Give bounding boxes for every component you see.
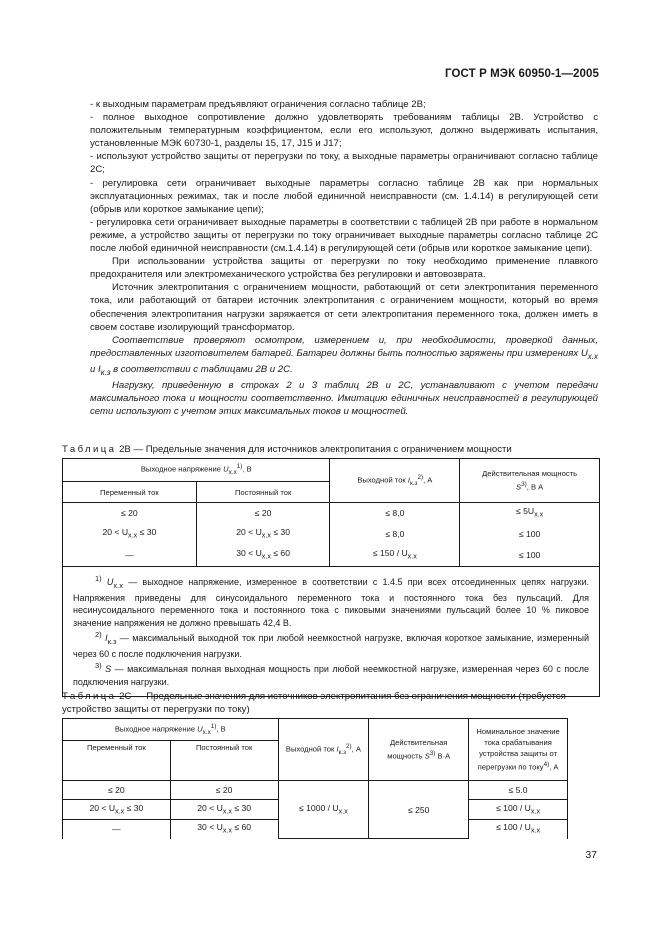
cell-nominal: ≤ $100 / U_{х.х}$ — [469, 800, 568, 820]
symbol-u: U — [580, 347, 588, 359]
list-item: - полное выходное сопротивление должно удовлетворять требованиям таблицы 2В. Устройство с положительным температурным коэффициентом, если его используют, должно выдерживать испытания, установленные МЭК 60730-1, разделы 15, 17, J15 и J17; — [90, 112, 598, 150]
cell-ac: $20 < U_{х.х} \le 30$ — [63, 800, 171, 820]
footnote: $^{3)}$ S — максимальная полная выходная мощность при любой неемкостной нагрузке, измеренная через 60 с после подключения нагрузки. — [73, 661, 589, 687]
table-row — [63, 503, 600, 524]
cell-current: ≤ $150 / U_{х.х}$ — [330, 545, 460, 567]
cell-power: ≤ 100 — [460, 545, 600, 567]
table-footnotes — [63, 567, 600, 697]
paragraph: При использовании устройства защиты от перегрузки по току необходимо применение плавкого предохранителя или электромеханического устройства без регулировки и автовозврата. — [90, 256, 598, 281]
compliance-paragraph — [90, 334, 598, 379]
table-row — [63, 545, 600, 567]
symbol-i: I — [98, 363, 101, 375]
cell-power: ≤ 250 — [369, 781, 469, 839]
header-ac: Переменный ток — [63, 741, 171, 781]
header-ac: Переменный ток — [63, 482, 197, 503]
header-dc: Постоянный ток — [196, 482, 330, 503]
cell-ac: ≤ 20 — [63, 781, 171, 800]
table-2b-caption — [62, 443, 600, 456]
table-row — [63, 524, 600, 545]
cell-current: ≤ 8,0 — [330, 503, 460, 524]
cell-power: ≤ 100 — [460, 524, 600, 545]
list-item: - регулировка сети ограничивает выходные параметры согласно таблице 2В как при нормальных эксплуатационных режимах, так и после любой единичной неисправности (см. 1.4.14) в регулирующей сети (обрыв или короткое замыкание цепи); — [90, 177, 598, 215]
header-dc: Постоянный ток — [170, 741, 278, 781]
cell-nominal: ≤ 5.0 — [469, 781, 568, 800]
compliance-text-end: в соответствии с таблицами 2В и 2С. — [110, 363, 293, 375]
table-label: Таблица — [62, 444, 117, 455]
conjunction: и — [90, 363, 99, 375]
table-title: 2С — Предельные значения для источников электропитания без ограничения мощности (требуется устройство защиты от перегрузки по току) — [62, 691, 566, 715]
table-row — [63, 781, 568, 800]
header-voltage: Выходное напряжение $U_{х.х}^{1)}$, В — [63, 719, 279, 741]
list-item: - к выходным параметрам предъявляют ограничения согласно таблице 2В; — [90, 99, 426, 110]
paragraph: Источник электропитания с ограничением мощности, работающий от сети электропитания переменного тока, или работающий от батареи источник электропитания с ограничением мощности, который во время обеспечения электропитания нагрузки заряжается от сети электропитания переменного тока, должен иметь в своем составе изолирующий трансформатор. — [90, 282, 598, 333]
header-current: Выходной ток $I_{к.з}^{2)}$, А — [278, 719, 369, 781]
list-item: - регулировка сети ограничивает выходные параметры в соответствии с таблицей 2В при работе в нормальном режиме, а устройство защиты от перегрузки по току ограничивает выходные параметры согласно таблице 2С после любой единичной неисправности (см.1.4.14) в регулирующей сети (обрыв или короткое замыкание цепи). — [90, 216, 598, 255]
table-label: Таблица — [62, 691, 117, 702]
table-2b — [62, 458, 600, 697]
cell-ac: ≤ 20 — [63, 503, 197, 524]
symbol-sub: х.х — [587, 351, 598, 361]
header-nominal: Номинальное значение тока срабатывания устройства защиты от перегрузки по току$^{4)}$, А — [469, 719, 568, 781]
header-power: Действительная мощность $S^{3)}$ В·А — [369, 719, 469, 781]
body-text — [90, 98, 598, 418]
page-number: 37 — [585, 849, 597, 861]
cell-nominal: ≤ $100 / U_{х.х}$ — [469, 820, 568, 839]
footnote: $^{2)}$ $I_{к.з}$ — максимальный выходной ток при любой неемкостной нагрузке, включая короткое замыкание, измеренный через 60 с после подключения нагрузки. — [73, 629, 589, 660]
cell-dc: $20 < U_{х.х} \le 30$ — [170, 800, 278, 820]
cell-dc: $30 < U_{х.х} \le 60$ — [170, 820, 278, 839]
cell-current: ≤ 8,0 — [330, 524, 460, 545]
footnote: $^{1)}$ $U_{х.х}$ — выходное напряжение, измеренное в соответствии с 1.4.5 при всех отсоединенных цепях нагрузки. Напряжения приведены для синусоидального переменного тока и постоянного тока без пульсаций. Для несинусоидального переменного тока и постоянного тока с пиковыми значениями пульсаций более 10 % пиковое значение напряжения не должно превышать 42,4 В. — [73, 574, 589, 628]
cell-dc: $30 < U_{х.х} \le 60$ — [196, 545, 330, 567]
table-title: 2В — Предельные значения для источников электропитания с ограничением мощности — [119, 444, 512, 455]
cell-current: ≤ $1000 / U_{х.х}$ — [278, 781, 369, 839]
header-power: Действительная мощность $S^{3)}$, В А — [460, 459, 600, 503]
document-header: ГОСТ Р МЭК 60950-1—2005 — [445, 68, 599, 80]
cell-dc: ≤ 20 — [170, 781, 278, 800]
cell-ac: — — [63, 545, 197, 567]
cell-ac: — — [63, 820, 171, 839]
compliance-text: Соответствие проверяют осмотром, измерением и, при необходимости, проверкой данных, предоставленных изготовителем батарей. Батареи должны быть полностью заряжены при измерениях — [90, 334, 598, 359]
cell-ac: $20 < U_{х.х} \le 30$ — [63, 524, 197, 545]
header-current: Выходной ток $I_{к.з}^{2)}$, А — [330, 459, 460, 503]
symbol-sub: к.з — [100, 367, 111, 377]
cell-dc: ≤ 20 — [196, 503, 330, 524]
cell-power: ≤ $5U_{х.х}$ — [460, 503, 600, 524]
cell-dc: $20 < U_{х.х} \le 30$ — [196, 524, 330, 545]
header-voltage: Выходное напряжение $U_{х.х}^{1)}$, В — [63, 459, 330, 482]
table-2c-caption — [62, 690, 600, 716]
list-item: - используют устройство защиты от перегрузки по току, а выходные параметры ограничивают согласно таблице 2С; — [90, 151, 598, 176]
load-paragraph: Нагрузку, приведенную в строках 2 и 3 таблиц 2В и 2С, устанавливают с учетом передачи максимального тока и мощности соответственно. Имитацию единичных неисправностей в регулирующей сети используют с учетом этих максимальных токов и мощностей. — [90, 379, 598, 417]
table-2c — [62, 718, 568, 839]
